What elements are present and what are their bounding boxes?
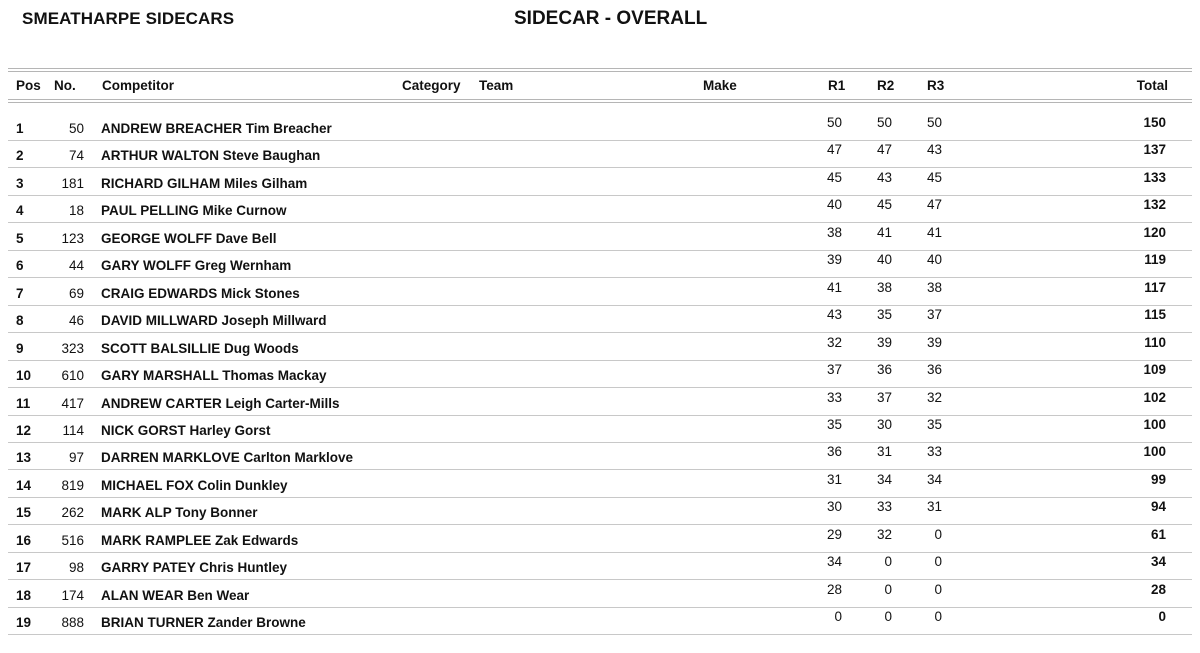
cell-no: 46: [68, 313, 84, 329]
cell-no: 98: [68, 560, 84, 576]
cell-r1: 35: [826, 416, 842, 432]
cell-no: 888: [61, 615, 84, 631]
cell-no: 323: [61, 340, 84, 356]
cell-r3: 41: [926, 224, 942, 240]
table-row: [0, 362, 1200, 389]
cell-no: 97: [68, 450, 84, 466]
table-row: [0, 252, 1200, 279]
cell-r2: 50: [876, 115, 892, 130]
cell-r1: 36: [826, 444, 842, 460]
column-header-team: Team: [479, 78, 514, 93]
row-divider: [8, 332, 1192, 333]
table-row: [0, 142, 1200, 169]
cell-competitor: GARRY PATEY Chris Huntley: [101, 560, 288, 576]
cell-pos: 5: [16, 230, 24, 246]
table-row: [0, 280, 1200, 307]
cell-r3: 39: [926, 334, 942, 350]
cell-r1: 43: [826, 307, 842, 323]
row-divider: [8, 579, 1192, 580]
cell-competitor: ANDREW CARTER Leigh Carter-Mills: [101, 395, 340, 411]
cell-total: 110: [1144, 334, 1166, 350]
cell-no: 262: [61, 505, 84, 521]
cell-r2: 37: [876, 389, 892, 405]
cell-no: 516: [61, 532, 84, 548]
row-divider: [8, 552, 1192, 553]
cell-pos: 2: [16, 148, 24, 164]
cell-r2: 0: [884, 609, 892, 625]
cell-r3: 0: [934, 581, 942, 597]
cell-pos: 17: [16, 560, 32, 576]
header-bottom-rule-inner: [8, 102, 1192, 103]
row-divider: [8, 277, 1192, 278]
cell-no: 123: [61, 230, 84, 246]
cell-no: 417: [61, 395, 84, 411]
cell-r3: 40: [926, 252, 942, 268]
row-divider: [8, 634, 1192, 635]
table-row: [0, 417, 1200, 444]
cell-r2: 0: [884, 581, 892, 597]
cell-r2: 34: [876, 471, 892, 487]
cell-r1: 41: [826, 279, 842, 295]
cell-competitor: DAVID MILLWARD Joseph Millward: [101, 313, 327, 329]
cell-total: 28: [1150, 581, 1166, 597]
header-top-rule-inner: [8, 71, 1192, 72]
cell-r3: 35: [926, 416, 942, 432]
cell-r3: 38: [926, 279, 942, 295]
club-name: SMEATHARPE SIDECARS: [22, 9, 235, 28]
cell-r2: 35: [876, 307, 892, 323]
column-header-competitor: Competitor: [102, 78, 174, 93]
cell-competitor: GARY MARSHALL Thomas Mackay: [101, 368, 327, 384]
table-row: [0, 582, 1200, 609]
cell-r3: 0: [934, 554, 942, 570]
cell-pos: 18: [16, 587, 32, 603]
row-divider: [8, 497, 1192, 498]
cell-competitor: SCOTT BALSILLIE Dug Woods: [101, 340, 299, 356]
cell-r3: 0: [934, 526, 942, 542]
cell-total: 0: [1158, 609, 1166, 625]
cell-total: 100: [1143, 444, 1166, 460]
column-header-make: Make: [703, 78, 737, 93]
table-row: [0, 307, 1200, 334]
cell-total: 100: [1143, 416, 1166, 432]
cell-r3: 36: [926, 362, 942, 378]
cell-r1: 38: [826, 224, 842, 240]
cell-total: 119: [1144, 252, 1166, 268]
row-divider: [8, 140, 1192, 141]
cell-pos: 10: [16, 368, 32, 384]
cell-competitor: MARK RAMPLEE Zak Edwards: [101, 532, 299, 548]
cell-competitor: RICHARD GILHAM Miles Gilham: [101, 175, 308, 191]
cell-pos: 8: [16, 313, 24, 329]
cell-r1: 40: [826, 197, 842, 213]
cell-r2: 41: [876, 224, 892, 240]
cell-no: 610: [61, 368, 84, 384]
column-header-category: Category: [402, 78, 461, 93]
row-divider: [8, 305, 1192, 306]
cell-pos: 19: [16, 615, 32, 631]
cell-r3: 37: [926, 307, 942, 323]
column-header-r1: R1: [828, 78, 846, 93]
cell-total: 133: [1143, 169, 1166, 185]
row-divider: [8, 195, 1192, 196]
cell-total: 94: [1150, 499, 1166, 515]
cell-competitor: MICHAEL FOX Colin Dunkley: [101, 477, 288, 493]
row-divider: [8, 222, 1192, 223]
row-divider: [8, 607, 1192, 608]
cell-pos: 3: [16, 175, 24, 191]
cell-pos: 6: [16, 258, 24, 274]
table-header: [0, 78, 1200, 96]
cell-pos: 7: [16, 285, 24, 301]
cell-r1: 29: [826, 526, 842, 542]
cell-competitor: DARREN MARKLOVE Carlton Marklove: [101, 450, 354, 466]
cell-no: 69: [68, 285, 84, 301]
column-header-pos: Pos: [16, 78, 41, 93]
cell-r1: 50: [826, 115, 842, 130]
cell-r3: 31: [926, 499, 942, 515]
cell-total: 109: [1143, 362, 1166, 378]
cell-r3: 33: [926, 444, 942, 460]
row-divider: [8, 524, 1192, 525]
table-row: [0, 554, 1200, 581]
cell-pos: 11: [16, 395, 31, 411]
cell-competitor: BRIAN TURNER Zander Browne: [101, 615, 306, 631]
cell-r3: 43: [926, 142, 942, 158]
cell-r2: 39: [876, 334, 892, 350]
row-divider: [8, 250, 1192, 251]
cell-competitor: NICK GORST Harley Gorst: [101, 422, 271, 438]
column-header-r2: R2: [877, 78, 895, 93]
cell-r1: 0: [834, 609, 842, 625]
cell-r2: 33: [876, 499, 892, 515]
cell-total: 150: [1143, 115, 1166, 130]
cell-total: 61: [1150, 526, 1166, 542]
cell-r1: 37: [826, 362, 842, 378]
cell-competitor: ARTHUR WALTON Steve Baughan: [101, 148, 321, 164]
row-divider: [8, 469, 1192, 470]
row-divider: [8, 167, 1192, 168]
cell-r2: 0: [884, 554, 892, 570]
cell-no: 181: [61, 175, 84, 191]
header-top-rule: [8, 68, 1192, 69]
cell-no: 74: [68, 148, 84, 164]
table-row: [0, 527, 1200, 554]
cell-no: 114: [62, 422, 84, 438]
cell-r1: 47: [826, 142, 842, 158]
cell-competitor: MARK ALP Tony Bonner: [101, 505, 258, 521]
cell-competitor: ALAN WEAR Ben Wear: [101, 587, 250, 603]
cell-r2: 30: [876, 416, 892, 432]
cell-total: 115: [1144, 307, 1166, 323]
column-header-no: No.: [54, 78, 76, 93]
cell-pos: 12: [16, 422, 32, 438]
cell-r3: 32: [926, 389, 942, 405]
column-header-r3: R3: [927, 78, 945, 93]
row-divider: [8, 415, 1192, 416]
table-row: [0, 335, 1200, 362]
cell-r1: 28: [826, 581, 842, 597]
cell-r2: 45: [876, 197, 892, 213]
cell-r1: 45: [826, 169, 842, 185]
cell-total: 99: [1150, 471, 1166, 487]
page-title: SIDECAR - OVERALL: [514, 8, 708, 29]
cell-no: 44: [68, 258, 84, 274]
cell-r3: 50: [926, 115, 942, 130]
cell-r1: 31: [826, 471, 842, 487]
cell-no: 18: [68, 203, 84, 219]
cell-pos: 15: [16, 505, 32, 521]
cell-r2: 40: [876, 252, 892, 268]
cell-no: 174: [61, 587, 84, 603]
cell-pos: 13: [16, 450, 32, 466]
cell-competitor: PAUL PELLING Mike Curnow: [101, 203, 287, 219]
cell-total: 137: [1143, 142, 1166, 158]
cell-competitor: GEORGE WOLFF Dave Bell: [101, 230, 277, 246]
cell-r2: 31: [876, 444, 892, 460]
cell-pos: 14: [16, 477, 32, 493]
table-row: [0, 170, 1200, 197]
cell-r2: 36: [876, 362, 892, 378]
cell-no: 819: [61, 477, 84, 493]
cell-r2: 38: [876, 279, 892, 295]
cell-r1: 34: [826, 554, 842, 570]
column-header-total: Total: [1136, 78, 1168, 93]
cell-r3: 47: [926, 197, 942, 213]
table-row: [0, 225, 1200, 252]
cell-pos: 16: [16, 532, 32, 548]
table-row: [0, 609, 1200, 636]
table-row: [0, 472, 1200, 499]
cell-r1: 30: [826, 499, 842, 515]
cell-r2: 32: [876, 526, 892, 542]
cell-total: 102: [1143, 389, 1166, 405]
table-row: [0, 499, 1200, 526]
cell-r2: 43: [876, 169, 892, 185]
cell-pos: 9: [16, 340, 24, 356]
cell-pos: 1: [16, 121, 24, 136]
table-row: [0, 390, 1200, 417]
row-divider: [8, 387, 1192, 388]
cell-r1: 39: [826, 252, 842, 268]
row-divider: [8, 442, 1192, 443]
cell-total: 34: [1150, 554, 1166, 570]
table-row: [0, 197, 1200, 224]
cell-r1: 32: [826, 334, 842, 350]
cell-competitor: CRAIG EDWARDS Mick Stones: [101, 285, 300, 301]
cell-total: 132: [1143, 197, 1166, 213]
table-row: [0, 444, 1200, 471]
cell-competitor: ANDREW BREACHER Tim Breacher: [101, 121, 332, 136]
cell-r1: 33: [826, 389, 842, 405]
cell-r3: 0: [934, 609, 942, 625]
row-divider: [8, 360, 1192, 361]
cell-r2: 47: [876, 142, 892, 158]
cell-r3: 34: [926, 471, 942, 487]
cell-total: 120: [1143, 224, 1166, 240]
cell-r3: 45: [926, 169, 942, 185]
cell-pos: 4: [16, 203, 24, 219]
table-row: [0, 115, 1200, 142]
cell-total: 117: [1144, 279, 1166, 295]
header-bottom-rule: [8, 99, 1192, 100]
cell-competitor: GARY WOLFF Greg Wernham: [101, 258, 292, 274]
cell-no: 50: [68, 121, 84, 136]
